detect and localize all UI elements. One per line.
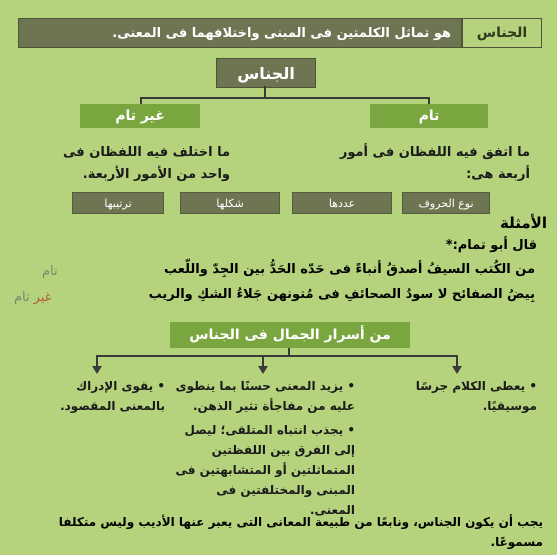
type-incomplete-title: غير تام xyxy=(80,104,200,128)
examples-note-incomplete xyxy=(14,290,52,305)
type-complete-title: تام xyxy=(370,104,488,128)
footer-note: يجب أن يكون الجناس، ونابعًا من طبيعة المعانى التى يعبر عنها الأديب وليس متكلفا مسموعًا. xyxy=(58,515,543,549)
examples-poet: قال أبو تمام:* xyxy=(445,238,537,253)
connector-horizontal-main xyxy=(140,97,430,99)
secrets-item-surprise: • يزيد المعنى حسنًا بما ينطوى عليه من مفاجأة تثير الذهن. xyxy=(175,379,355,413)
tag-order: ترتيبها xyxy=(72,192,164,214)
secrets-item-attention: • يجذب انتباه المتلقى؛ ليصل إلى الفرق بين اللفظتين المتماثلتين أو المتشابهتين فى المبنى والمختلفتين فى المعنى. xyxy=(175,423,355,517)
definition-banner xyxy=(18,18,542,48)
secrets-title: من أسرار الجمال فى الجناس xyxy=(170,322,410,348)
type-complete-description: ما اتفق فيه اللفظان فى أمور أربعة هى: xyxy=(339,145,530,182)
definition-label: الجناس xyxy=(461,19,541,47)
tag-shape: شكلها xyxy=(180,192,280,214)
secrets-connector-horizontal xyxy=(96,355,458,357)
examples-note-complete: تام xyxy=(42,264,58,279)
secrets-item-music: • يعطى الكلام جرسًا موسيقيًا. xyxy=(415,379,537,413)
examples-note-incomplete-word-1: غير xyxy=(33,290,52,305)
examples-heading: الأمثلة xyxy=(500,214,547,232)
examples-note-incomplete-word-2: تام xyxy=(14,290,30,305)
tag-letter-type: نوع الحروف xyxy=(402,192,490,214)
type-incomplete-description: ما اختلف فيه اللفظان فى واحد من الأمور الأربعة. xyxy=(63,145,230,182)
secrets-arrow-middle xyxy=(258,366,268,374)
main-title: الجناس xyxy=(216,58,316,88)
secrets-arrow-right xyxy=(452,366,462,374)
secrets-item-perception: • يقوى الإدراك بالمعنى المقصود. xyxy=(60,379,165,413)
definition-text: هو تماثل الكلمتين فى المبنى واختلافهما فى المعنى. xyxy=(112,25,451,41)
secrets-arrow-left xyxy=(92,366,102,374)
examples-line-1: من الكُتب السيفُ أصدقُ أنباءً فى حَدّه الحَدُّ بين الجِدّ واللّعب xyxy=(163,262,535,277)
examples-line-2: بِيضُ الصفائح لا سودُ الصحائفِ فى مُتونهن جَلاءُ الشكِ والريب xyxy=(148,287,535,302)
tag-count: عددها xyxy=(292,192,392,214)
